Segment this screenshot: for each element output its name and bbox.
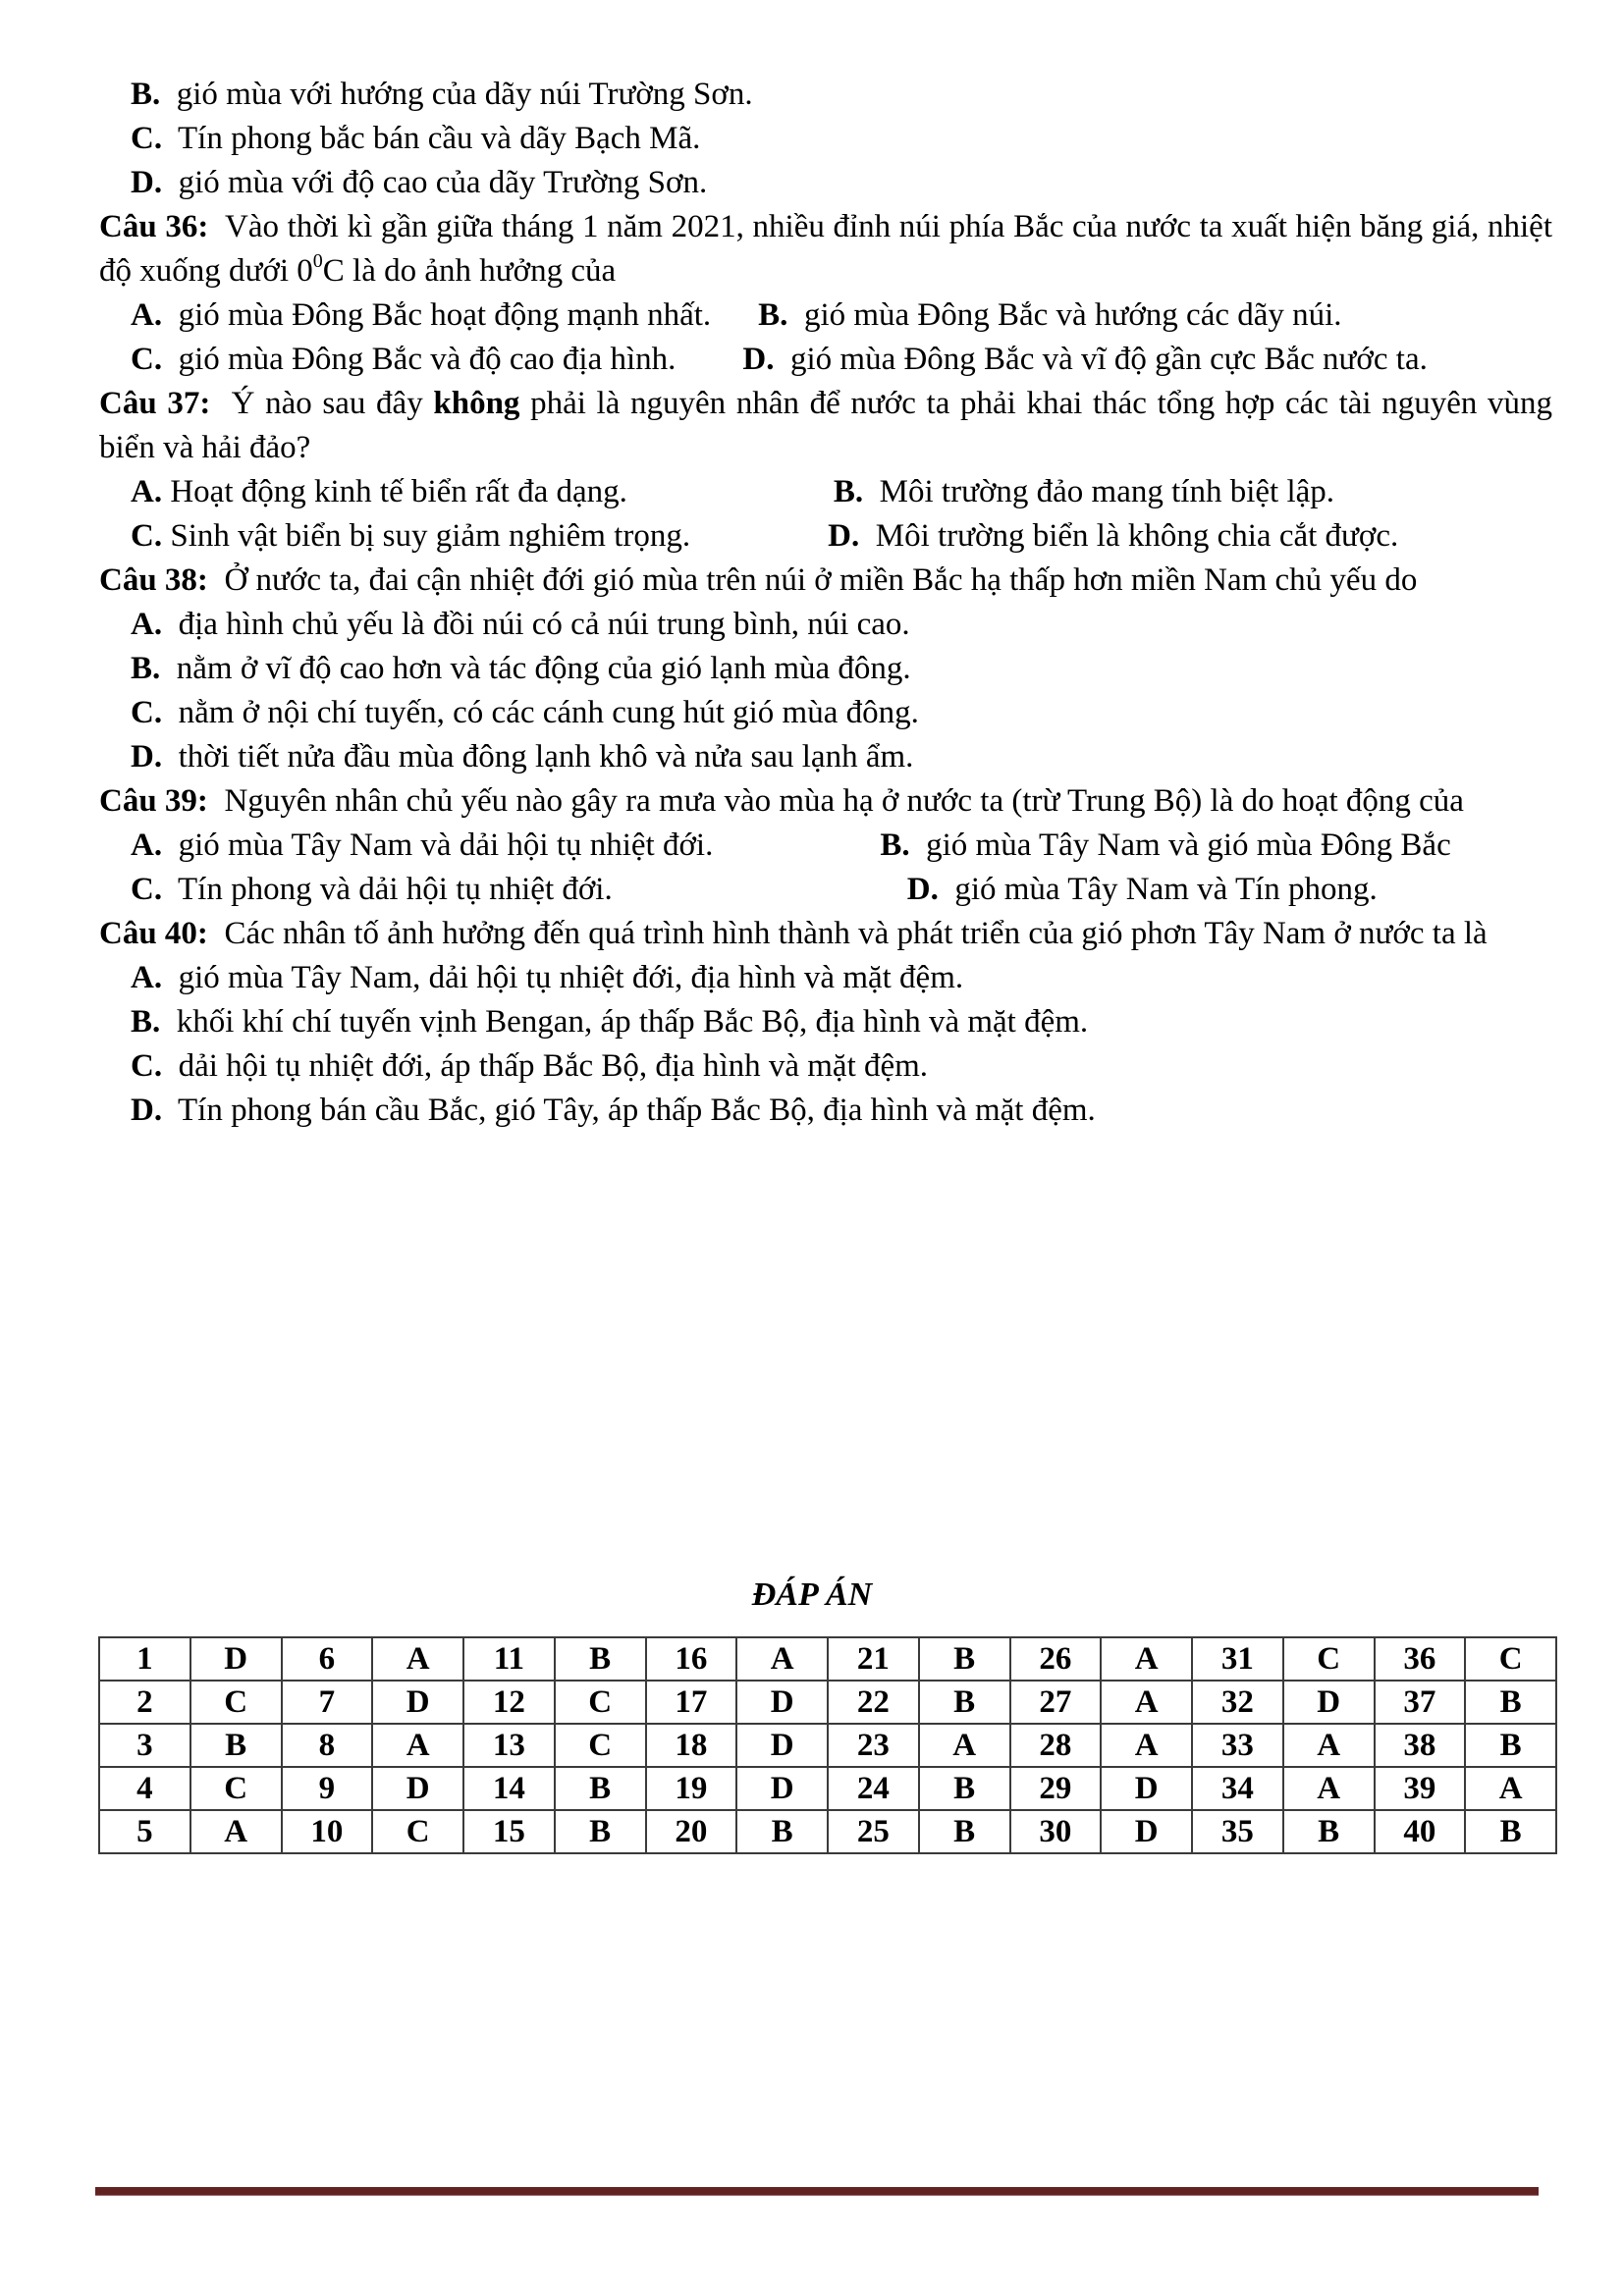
option-text: Môi trường biển là không chia cắt được.	[875, 518, 1399, 554]
question-number-cell: 16	[646, 1637, 737, 1681]
question-stem: Các nhân tố ảnh hưởng đến quá trình hình thành và phát triển của gió phơn Tây Nam ở nước ta là	[224, 916, 1488, 951]
answer-letter-cell: C	[555, 1724, 646, 1767]
option-label: C.	[131, 872, 163, 907]
question-number-cell: 40	[1375, 1810, 1466, 1853]
answer-row	[99, 1681, 1556, 1724]
option-40-d	[99, 1089, 1552, 1133]
question-number-cell: 28	[1010, 1724, 1102, 1767]
answer-letter-cell: B	[555, 1637, 646, 1681]
question-number-cell: 5	[99, 1810, 190, 1853]
option-row-36-cd	[99, 338, 1552, 382]
question-number-cell: 9	[282, 1767, 373, 1810]
option-label: B.	[131, 1004, 161, 1040]
question-number-cell: 15	[463, 1810, 555, 1853]
question-number-cell: 18	[646, 1724, 737, 1767]
option-label: A.	[131, 607, 163, 642]
option-text: Tín phong bắc bán cầu và dãy Bạch Mã.	[178, 121, 701, 156]
answer-letter-cell: A	[919, 1724, 1010, 1767]
option-text: gió mùa Tây Nam và dải hội tụ nhiệt đới.	[178, 828, 714, 863]
answer-letter-cell: A	[1101, 1724, 1192, 1767]
answer-letter-cell: C	[1465, 1637, 1556, 1681]
option-label: D.	[131, 165, 163, 200]
question-number-cell: 26	[1010, 1637, 1102, 1681]
answer-letter-cell: A	[1283, 1767, 1375, 1810]
option-text: gió mùa với độ cao của dãy Trường Sơn.	[178, 165, 708, 200]
question-37	[99, 382, 1552, 470]
question-number-cell: 11	[463, 1637, 555, 1681]
question-number-cell: 34	[1192, 1767, 1283, 1810]
question-number-cell: 21	[828, 1637, 919, 1681]
answer-letter-cell: A	[190, 1810, 282, 1853]
answer-letter-cell: A	[1465, 1767, 1556, 1810]
answer-letter-cell: D	[736, 1724, 828, 1767]
question-number-cell: 3	[99, 1724, 190, 1767]
option-text: Môi trường đảo mang tính biệt lập.	[879, 474, 1335, 509]
option-label: D.	[131, 739, 163, 774]
answer-letter-cell: B	[555, 1810, 646, 1853]
answer-letter-cell: A	[736, 1637, 828, 1681]
question-stem-end: phải là nguyên nhân để nước ta phải khai thác tổng hợp các tài nguyên vùng biển và hải đảo?	[99, 386, 1553, 465]
option-label: A.	[131, 297, 163, 333]
question-number-cell: 1	[99, 1637, 190, 1681]
question-stem: Ý nào sau đây	[231, 386, 423, 421]
question-number-cell: 38	[1375, 1724, 1466, 1767]
answer-letter-cell: D	[372, 1681, 463, 1724]
option-text: gió mùa Đông Bắc và độ cao địa hình.	[178, 342, 677, 377]
option-text: gió mùa Tây Nam, dải hội tụ nhiệt đới, địa hình và mặt đệm.	[178, 960, 964, 995]
option-35-c	[99, 117, 1552, 161]
option-text: gió mùa Đông Bắc và vĩ độ gần cực Bắc nước ta.	[789, 342, 1428, 377]
question-39	[99, 779, 1552, 824]
option-row-37-ab	[99, 470, 1552, 514]
option-text: Tín phong bán cầu Bắc, gió Tây, áp thấp Bắc Bộ, địa hình và mặt đệm.	[178, 1093, 1096, 1128]
answer-letter-cell: B	[919, 1810, 1010, 1853]
answer-letter-cell: B	[1283, 1810, 1375, 1853]
option-label: C.	[131, 121, 163, 156]
option-text: gió mùa Tây Nam và Tín phong.	[954, 872, 1378, 907]
option-label: C.	[131, 695, 163, 730]
question-stem: Nguyên nhân chủ yếu nào gây ra mưa vào mùa hạ ở nước ta (trừ Trung Bộ) là do hoạt động của	[224, 783, 1464, 819]
question-label: Câu 37:	[99, 386, 211, 421]
answer-letter-cell: B	[919, 1681, 1010, 1724]
option-row-37-cd	[99, 514, 1552, 559]
question-38	[99, 559, 1552, 603]
answer-letter-cell: A	[372, 1637, 463, 1681]
footer-divider	[95, 2187, 1539, 2196]
option-label: A.	[131, 474, 163, 509]
option-label: C.	[131, 518, 163, 554]
question-number-cell: 6	[282, 1637, 373, 1681]
answer-letter-cell: C	[1283, 1637, 1375, 1681]
exam-page	[99, 73, 1552, 1133]
question-number-cell: 32	[1192, 1681, 1283, 1724]
question-number-cell: 24	[828, 1767, 919, 1810]
emphasis-khong: không	[433, 386, 520, 421]
question-stem: Ở nước ta, đai cận nhiệt đới gió mùa trên núi ở miền Bắc hạ thấp hơn miền Nam chủ yếu do	[224, 562, 1418, 598]
answer-letter-cell: A	[1101, 1681, 1192, 1724]
answer-letter-cell: D	[736, 1681, 828, 1724]
answer-letter-cell: D	[736, 1767, 828, 1810]
option-text: Hoạt động kinh tế biển rất đa dạng.	[170, 474, 627, 509]
answer-letter-cell: B	[1465, 1724, 1556, 1767]
answer-letter-cell: B	[555, 1767, 646, 1810]
option-label: B.	[880, 828, 910, 863]
question-number-cell: 14	[463, 1767, 555, 1810]
answer-letter-cell: B	[736, 1810, 828, 1853]
option-text: thời tiết nửa đầu mùa đông lạnh khô và nửa sau lạnh ẩm.	[178, 739, 914, 774]
option-label: D.	[906, 872, 939, 907]
answer-row	[99, 1637, 1556, 1681]
question-stem: Vào thời kì gần giữa tháng 1 năm 2021, nhiều đỉnh núi phía Bắc của nước ta xuất hiện băng giá, nhiệt độ xuống dưới 0	[99, 209, 1552, 289]
option-text: gió mùa Đông Bắc hoạt động mạnh nhất.	[178, 297, 712, 333]
question-label: Câu 39:	[99, 783, 208, 819]
question-number-cell: 17	[646, 1681, 737, 1724]
option-38-b	[99, 647, 1552, 691]
answer-row	[99, 1810, 1556, 1853]
question-number-cell: 30	[1010, 1810, 1102, 1853]
option-row-39-cd	[99, 868, 1552, 912]
option-38-a	[99, 603, 1552, 647]
question-number-cell: 29	[1010, 1767, 1102, 1810]
option-text: nằm ở vĩ độ cao hơn và tác động của gió lạnh mùa đông.	[176, 651, 911, 686]
answer-letter-cell: D	[1101, 1767, 1192, 1810]
answer-letter-cell: A	[1101, 1637, 1192, 1681]
option-38-c	[99, 691, 1552, 735]
question-number-cell: 2	[99, 1681, 190, 1724]
option-label: D.	[131, 1093, 163, 1128]
option-label: B.	[758, 297, 788, 333]
option-text: gió mùa Đông Bắc và hướng các dãy núi.	[803, 297, 1342, 333]
answer-letter-cell: B	[1465, 1810, 1556, 1853]
question-label: Câu 36:	[99, 209, 209, 244]
option-row-39-ab	[99, 824, 1552, 868]
question-number-cell: 13	[463, 1724, 555, 1767]
question-number-cell: 37	[1375, 1681, 1466, 1724]
answer-letter-cell: C	[555, 1681, 646, 1724]
question-label: Câu 38:	[99, 562, 208, 598]
option-text: Tín phong và dải hội tụ nhiệt đới.	[178, 872, 613, 907]
question-number-cell: 19	[646, 1767, 737, 1810]
question-number-cell: 4	[99, 1767, 190, 1810]
question-label: Câu 40:	[99, 916, 208, 951]
option-label: D.	[828, 518, 860, 554]
question-number-cell: 10	[282, 1810, 373, 1853]
question-36	[99, 205, 1552, 294]
option-row-36-ab	[99, 294, 1552, 338]
option-text: gió mùa với hướng của dãy núi Trường Sơn.	[176, 77, 753, 112]
question-number-cell: 22	[828, 1681, 919, 1724]
option-text: khối khí chí tuyến vịnh Bengan, áp thấp Bắc Bộ, địa hình và mặt đệm.	[176, 1004, 1089, 1040]
option-38-d	[99, 735, 1552, 779]
question-number-cell: 23	[828, 1724, 919, 1767]
option-text: Sinh vật biển bị suy giảm nghiêm trọng.	[170, 518, 691, 554]
question-number-cell: 25	[828, 1810, 919, 1853]
answer-letter-cell: B	[190, 1724, 282, 1767]
option-text: dải hội tụ nhiệt đới, áp thấp Bắc Bộ, địa hình và mặt đệm.	[178, 1048, 929, 1084]
answer-key-title: ĐÁP ÁN	[751, 1576, 873, 1613]
answer-letter-cell: A	[372, 1724, 463, 1767]
answer-letter-cell: D	[190, 1637, 282, 1681]
option-40-b	[99, 1000, 1552, 1044]
question-number-cell: 33	[1192, 1724, 1283, 1767]
question-number-cell: 27	[1010, 1681, 1102, 1724]
option-40-a	[99, 956, 1552, 1000]
option-label: A.	[131, 828, 163, 863]
answer-letter-cell: B	[919, 1637, 1010, 1681]
answer-letter-cell: D	[1283, 1681, 1375, 1724]
option-label: A.	[131, 960, 163, 995]
answer-letter-cell: C	[190, 1681, 282, 1724]
answer-letter-cell: D	[1101, 1810, 1192, 1853]
question-number-cell: 20	[646, 1810, 737, 1853]
option-label: C.	[131, 1048, 163, 1084]
answer-letter-cell: D	[372, 1767, 463, 1810]
answer-row	[99, 1767, 1556, 1810]
option-40-c	[99, 1044, 1552, 1089]
option-label: C.	[131, 342, 163, 377]
question-number-cell: 12	[463, 1681, 555, 1724]
superscript-degree: 0	[312, 250, 323, 272]
option-35-b	[99, 73, 1552, 117]
answer-letter-cell: B	[1465, 1681, 1556, 1724]
option-35-d	[99, 161, 1552, 205]
option-text: nằm ở nội chí tuyến, có các cánh cung hút gió mùa đông.	[178, 695, 919, 730]
option-label: B.	[131, 77, 161, 112]
answer-letter-cell: C	[372, 1810, 463, 1853]
answer-row	[99, 1724, 1556, 1767]
question-number-cell: 8	[282, 1724, 373, 1767]
option-label: D.	[742, 342, 775, 377]
option-text: gió mùa Tây Nam và gió mùa Đông Bắc	[926, 828, 1451, 863]
question-number-cell: 39	[1375, 1767, 1466, 1810]
option-label: B.	[131, 651, 161, 686]
question-40	[99, 912, 1552, 956]
question-number-cell: 31	[1192, 1637, 1283, 1681]
option-text: địa hình chủ yếu là đồi núi có cả núi trung bình, núi cao.	[178, 607, 910, 642]
question-number-cell: 35	[1192, 1810, 1283, 1853]
answer-key-table	[98, 1636, 1557, 1854]
answer-letter-cell: A	[1283, 1724, 1375, 1767]
question-number-cell: 7	[282, 1681, 373, 1724]
question-number-cell: 36	[1375, 1637, 1466, 1681]
question-stem-end: C là do ảnh hưởng của	[322, 253, 617, 289]
answer-letter-cell: B	[919, 1767, 1010, 1810]
option-label: B.	[833, 474, 864, 509]
answer-letter-cell: C	[190, 1767, 282, 1810]
